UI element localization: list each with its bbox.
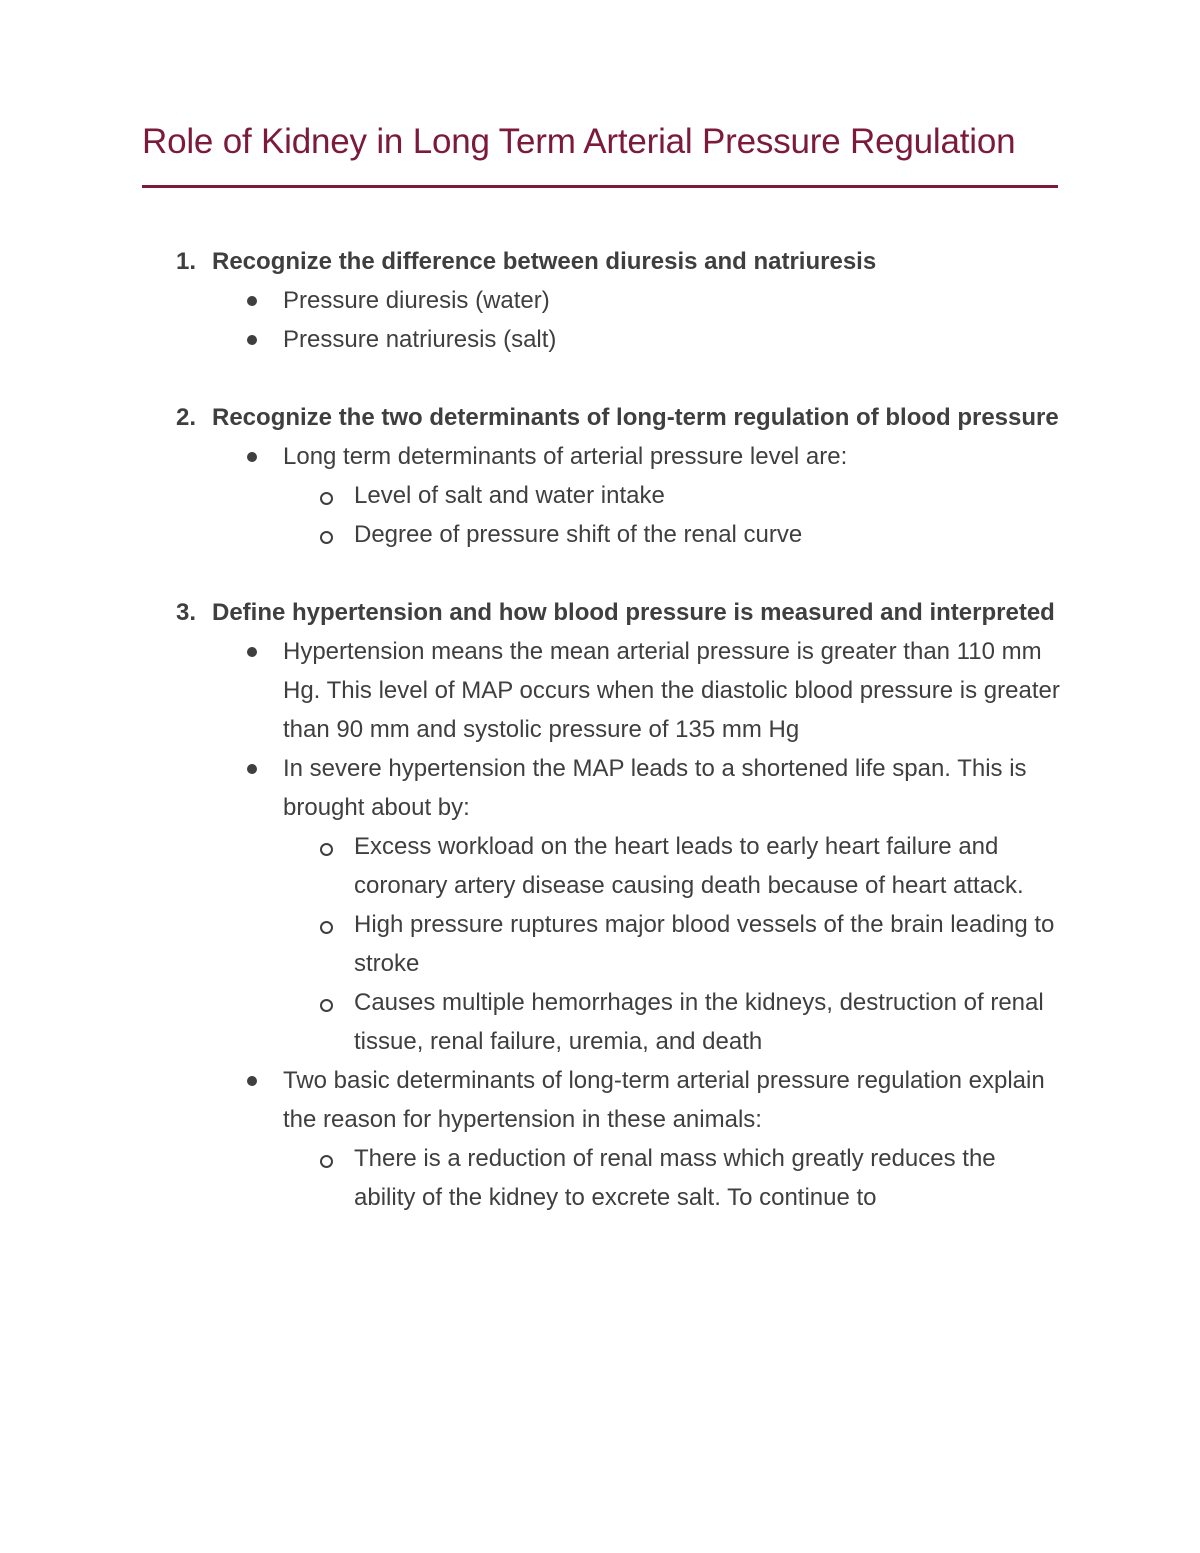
list-item [142, 632, 1062, 749]
list-item [142, 1061, 1062, 1139]
sub-list-item [142, 476, 1062, 515]
list-item-text: Two basic determinants of long-term arterial pressure regulation explain the reason for hypertension in these animals: [283, 1067, 1045, 1133]
list-item-text: In severe hypertension the MAP leads to a shortened life span. This is brought about by: [283, 755, 1027, 821]
sub-list-item [142, 827, 1062, 905]
section-2 [142, 398, 1062, 554]
list-item [142, 320, 1062, 359]
circle-bullet-icon [320, 921, 333, 934]
bullet-list [142, 281, 1062, 359]
list-item [142, 437, 1062, 476]
title-divider [142, 185, 1058, 188]
sub-list-item-text: Causes multiple hemorrhages in the kidneys, destruction of renal tissue, renal failure, uremia, and death [354, 989, 1044, 1055]
section-heading [142, 242, 1062, 281]
sub-list-item-text: Level of salt and water intake [354, 482, 665, 509]
sub-list-item-text: Excess workload on the heart leads to early heart failure and coronary artery disease causing death because of heart attack. [354, 833, 1024, 899]
bullet-icon [247, 296, 257, 306]
list-item [142, 749, 1062, 827]
section-number: 3. [176, 599, 197, 626]
sub-list-item [142, 983, 1062, 1061]
section-number: 2. [176, 404, 197, 431]
bullet-icon [247, 764, 257, 774]
list-item-text: Long term determinants of arterial pressure level are: [283, 443, 848, 470]
section-heading-text: Recognize the two determinants of long-term regulation of blood pressure [212, 404, 1059, 431]
sub-list-item-text: Degree of pressure shift of the renal curve [354, 521, 803, 548]
section-1 [142, 242, 1062, 359]
sub-list-item [142, 515, 1062, 554]
circle-bullet-icon [320, 492, 333, 505]
list-item-text: Hypertension means the mean arterial pressure is greater than 110 mm Hg. This level of MAP occurs when the diastolic blood pressure is greater than 90 mm and systolic pressure of 135 mm Hg [283, 638, 1060, 743]
list-item-text: Pressure diuresis (water) [283, 287, 550, 314]
section-heading [142, 398, 1062, 437]
circle-bullet-icon [320, 531, 333, 544]
sub-list-item [142, 1139, 1062, 1217]
bullet-list [142, 437, 1062, 554]
sub-list-item [142, 905, 1062, 983]
bullet-icon [247, 1076, 257, 1086]
circle-bullet-icon [320, 1155, 333, 1168]
page-title: Role of Kidney in Long Term Arterial Pressure Regulation [142, 122, 1016, 161]
list-item [142, 281, 1062, 320]
section-heading [142, 593, 1062, 632]
bullet-icon [247, 647, 257, 657]
document-body [142, 242, 1062, 1256]
sub-list-item-text: High pressure ruptures major blood vessels of the brain leading to stroke [354, 911, 1055, 977]
sub-list-item-text: There is a reduction of renal mass which greatly reduces the ability of the kidney to excrete salt. To continue to [354, 1145, 996, 1211]
section-heading-text: Define hypertension and how blood pressure is measured and interpreted [212, 599, 1055, 626]
section-heading-text: Recognize the difference between diuresis and natriuresis [212, 248, 877, 275]
circle-bullet-icon [320, 999, 333, 1012]
bullet-icon [247, 452, 257, 462]
section-3 [142, 593, 1062, 1217]
section-number: 1. [176, 248, 197, 275]
list-item-text: Pressure natriuresis (salt) [283, 326, 557, 353]
circle-bullet-icon [320, 843, 333, 856]
bullet-list [142, 632, 1062, 1217]
bullet-icon [247, 335, 257, 345]
